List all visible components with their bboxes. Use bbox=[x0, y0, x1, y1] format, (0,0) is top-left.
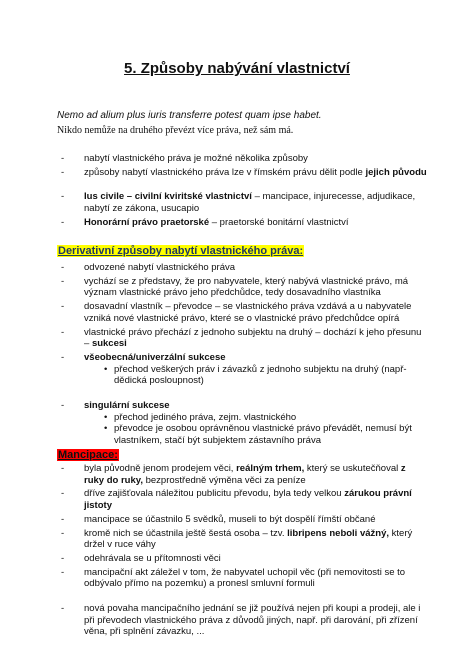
item-text-bold: zárukou právní jistoty bbox=[84, 488, 412, 512]
derivative-list bbox=[57, 262, 427, 460]
item-text: mancipační akt záležel v tom, že nabyvatel uchopil věc (při nemovitosti se to odbývalo přímo na pozemku) a pronesl smluvní formuli bbox=[84, 566, 406, 590]
list-item bbox=[57, 567, 427, 590]
item-text: kromě nich se účastnila ještě šestá osoba – tzv. bbox=[84, 527, 288, 539]
item-text: – mancipace, injurecesse, adjudikace, nabytí ze zákona, usucapio bbox=[84, 191, 416, 215]
sublist-item bbox=[84, 364, 427, 387]
item-text: nová povaha mancipačního jednání se již používá nejen při koupi a prodeji, ale i při převodech vlastnického práva z důvodů jiných, např. při darování, při zřízení věna, při splnění závazku, ... bbox=[84, 603, 421, 638]
list-item bbox=[57, 301, 427, 324]
latin-maxim: Nemo ad alium plus iuris transferre potest quam ipse habet. bbox=[57, 110, 322, 121]
item-text: odehrávala se u přítomnosti věci bbox=[84, 552, 221, 564]
item-text-bold: jejich původu bbox=[365, 166, 427, 178]
list-item bbox=[57, 514, 427, 526]
list-item bbox=[57, 463, 427, 486]
sublist bbox=[84, 364, 427, 387]
page-title: 5. Způsoby nabývání vlastnictví bbox=[124, 60, 350, 77]
item-text-bold: všeobecná/univerzální sukcese bbox=[84, 351, 226, 363]
item-text-bold: libripens neboli vážný, bbox=[287, 527, 390, 539]
item-text: který se uskutečňoval bbox=[304, 463, 401, 474]
mancipace-heading: Mancipace: bbox=[58, 449, 118, 461]
item-text: – praetorské bonitární vlastnictví bbox=[209, 216, 349, 228]
item-text: mancipace se účastnilo 5 svědků, museli to být dospělí římští občané bbox=[84, 513, 376, 525]
list-item bbox=[57, 153, 427, 165]
item-text: nabytí vlastnického práva je možné několika způsoby bbox=[84, 153, 308, 164]
item-text-bold: sukcesi bbox=[91, 338, 127, 350]
item-text: způsoby nabytí vlastnického práva lze v římském právu dělit podle bbox=[84, 166, 366, 178]
item-text-bold: z ruky do ruky, bbox=[84, 463, 406, 486]
item-text: odvozené nabytí vlastnického práva bbox=[84, 262, 236, 273]
item-text-bold: Honorární právo praetorské bbox=[84, 216, 210, 228]
item-text: vychází se z představy, že pro nabyvatele, který nabývá vlastnické právo, má význam vlastnické právo jeho předchůdce, tedy dosavadního vlastníka bbox=[84, 275, 409, 299]
item-text: dosavadní vlastník – převodce – se vlastnického práva vzdává a u nabyvatele vzniká nové vlastnické právo, které se o vlastnické právo předchůdce opírá bbox=[84, 301, 412, 324]
item-text: který držel v ruce váhy bbox=[84, 527, 413, 551]
list-item bbox=[57, 400, 427, 447]
item-text: přechod veškerých práv i závazků z jednoho subjektu na druhý (např- dědická posloupnost) bbox=[114, 363, 407, 387]
list-item bbox=[57, 553, 427, 565]
list-item bbox=[57, 262, 427, 274]
list-item bbox=[57, 276, 427, 299]
item-text-bold: reálným trhem, bbox=[236, 463, 305, 474]
item-text: přechod jediného práva, zejm. vlastnického bbox=[114, 411, 297, 423]
list-item bbox=[57, 352, 427, 387]
list-item bbox=[57, 488, 427, 511]
item-text: převodce je osobou oprávněnou vlastnické právo převádět, nemusí být vlastníkem, stačí být subjektem zástavního práva bbox=[114, 423, 412, 447]
item-text-bold: singulární sukcese bbox=[84, 400, 170, 412]
list-item bbox=[57, 217, 427, 229]
list-item bbox=[57, 327, 427, 350]
item-text: dříve zajišťovala náležitou publicitu převodu, byla tedy velkou bbox=[84, 488, 345, 500]
item-text: bezprostředně výměna věci za peníze bbox=[142, 474, 306, 486]
intro-list bbox=[57, 153, 427, 231]
list-item bbox=[57, 603, 427, 638]
czech-translation: Nikdo nemůže na druhého převézt více práva, než sám má. bbox=[57, 125, 294, 136]
derivative-heading: Derivativní způsoby nabytí vlastnického práva: bbox=[58, 245, 304, 257]
mancipace-list bbox=[57, 463, 427, 640]
item-text-bold: Ius civile – civilní kviritské vlastnictví bbox=[84, 191, 252, 203]
sublist-item bbox=[84, 423, 427, 446]
item-text: vlastnické právo přechází z jednoho subjektu na druhý – dochází k jeho přesunu – bbox=[84, 326, 422, 350]
sublist-item bbox=[84, 412, 427, 424]
list-item bbox=[57, 528, 427, 551]
item-text: byla původně jenom prodejem věci, bbox=[84, 463, 237, 474]
list-item bbox=[57, 191, 427, 214]
sublist bbox=[84, 412, 427, 447]
list-item bbox=[57, 167, 427, 179]
